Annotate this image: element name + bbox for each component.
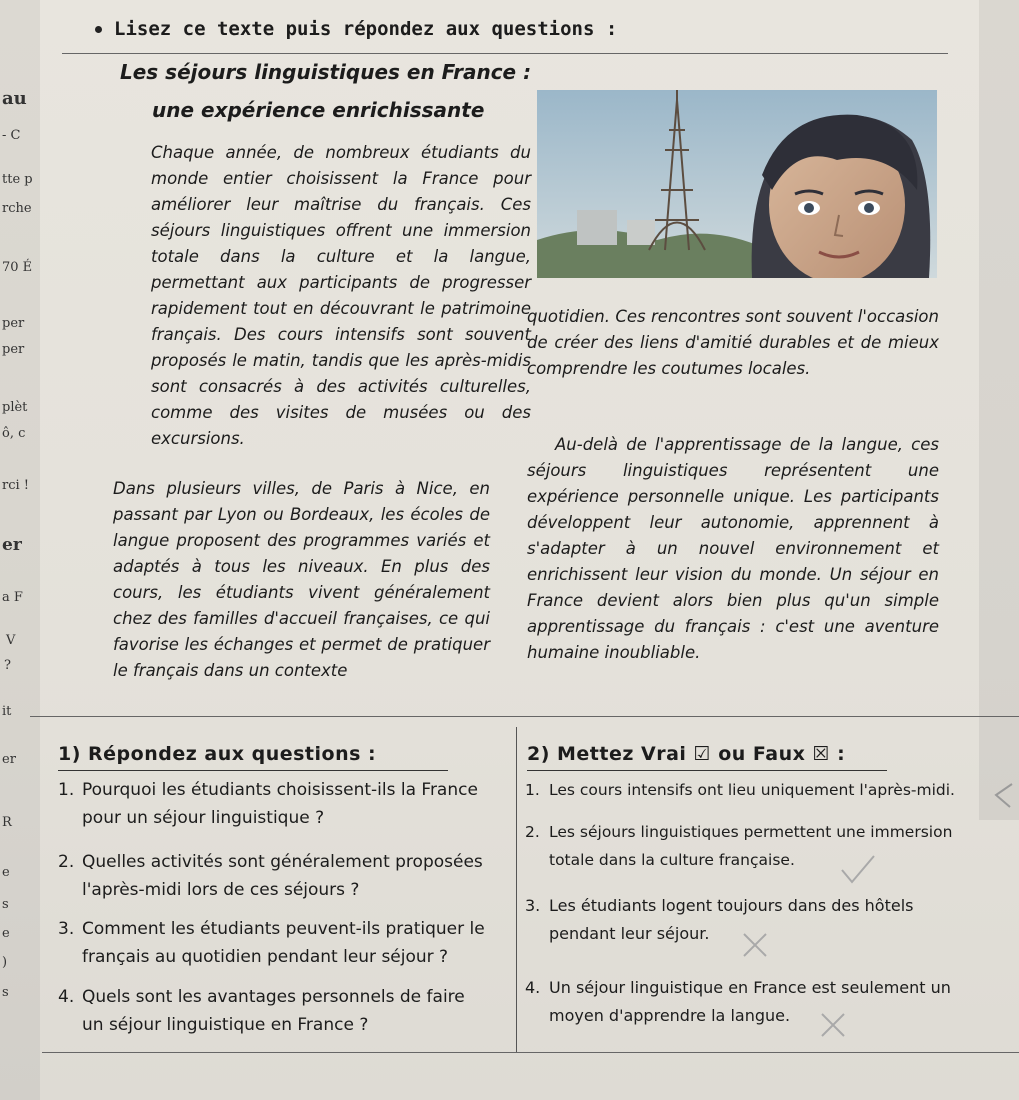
- article-subtitle: une expérience enrichissante: [152, 98, 485, 122]
- article-paragraph-1: Chaque année, de nombreux étudiants du monde entier choisissent la France pour améliorer leur maîtrise du français. Ces séjours linguistiques offrent une immersion totale dans la culture et la langue, permettant aux participants de progresser rapidement tout en découvrant le patrimoine français. Des cours intensifs sont souvent proposés le matin, tandis que les après-midis sont consacrés à des activités culturelles, comme des visites de musées ou des excursions.: [151, 143, 531, 448]
- cross-mark: [818, 1010, 848, 1040]
- margin-fragment: ?: [4, 658, 11, 673]
- right-page-edge: [979, 0, 1019, 820]
- article-paragraph-2: Dans plusieurs villes, de Paris à Nice, en passant par Lyon ou Bordeaux, les écoles de langue proposent des programmes variés et adaptés à tous les niveaux. En plus des cours, les étudiants vivent généralement chez des familles d'accueil françaises, ce qui favorise les échanges et permet de pratiquer le français dans un contexte: [113, 479, 490, 680]
- instruction-underline: [62, 53, 948, 54]
- margin-fragment: - C: [2, 128, 21, 143]
- article-paragraph-4: Au-delà de l'apprentissage de la langue, ces séjours linguistiques représentent une expérience personnelle unique. Les participants développent leur autonomie, apprennent à s'adapter à un nouvel environnement et enrichissent leur vision du monde. Un séjour en France devient alors bien plus qu'un simple apprentissage du français : c'est une aventure humaine inoubliable.: [527, 435, 939, 662]
- article-paragraph-3: quotidien. Ces rencontres sont souvent l'occasion de créer des liens d'amitié durables et de mieux comprendre les coutumes locales.: [527, 307, 939, 378]
- section-divider-bottom: [42, 1052, 1019, 1053]
- margin-fragment: it: [2, 704, 12, 719]
- margin-fragment: tte p: [2, 172, 33, 187]
- statement-1: 1. Les cours intensifs ont lieu uniquement l'après-midi.: [525, 781, 955, 799]
- margin-fragment: per: [2, 316, 25, 331]
- true-false-heading: 2) Mettez Vrai ☑ ou Faux ☒ :: [527, 743, 846, 765]
- margin-fragment: er: [2, 752, 16, 767]
- true-false-heading-underline: [527, 770, 887, 771]
- eiffel-tower-illustration: [537, 90, 937, 278]
- statement-2: 2. Les séjours linguistiques permettent une immersion totale dans la culture française.: [525, 823, 953, 869]
- margin-fragment: plèt: [2, 400, 28, 415]
- cross-mark: [740, 930, 770, 960]
- margin-fragment: er: [2, 535, 22, 555]
- statement-3: 3. Les étudiants logent toujours dans des hôtels pendant leur séjour.: [525, 896, 914, 943]
- questions-heading: 1) Répondez aux questions :: [58, 743, 377, 765]
- pencil-bracket-mark: [990, 780, 1016, 810]
- margin-fragment: 70 É: [2, 260, 33, 275]
- margin-fragment: au: [2, 88, 27, 109]
- questions-heading-underline: [58, 770, 448, 771]
- margin-fragment: rci !: [2, 478, 30, 493]
- margin-fragment: a F: [2, 590, 23, 605]
- column-divider: [516, 727, 517, 1053]
- illustration-graphic: [537, 90, 937, 278]
- margin-fragment: V: [6, 633, 16, 648]
- article-title: Les séjours linguistiques en France :: [120, 60, 532, 84]
- margin-fragment: e: [2, 865, 10, 880]
- margin-fragment: s: [2, 985, 9, 1000]
- margin-fragment: rche: [2, 201, 32, 216]
- margin-fragment: ): [2, 955, 8, 970]
- question-3: 3. Comment les étudiants peuvent-ils pratiquer le français au quotidien pendant leur séjour ?: [58, 919, 485, 967]
- margin-fragment: ô, c: [2, 426, 26, 441]
- margin-fragment: s: [2, 897, 9, 912]
- margin-fragment: per: [2, 342, 25, 357]
- question-2: 2. Quelles activités sont généralement proposées l'après-midi lors de ces séjours ?: [58, 852, 483, 900]
- instruction-text: Lisez ce texte puis répondez aux questions :: [114, 18, 618, 40]
- margin-fragment: R: [2, 815, 12, 830]
- question-4: 4. Quels sont les avantages personnels de faire un séjour linguistique en France ?: [58, 987, 465, 1035]
- instruction-line: [95, 18, 617, 40]
- margin-fragment: e: [2, 926, 10, 941]
- bullet-icon: [95, 26, 102, 33]
- question-1: 1. Pourquoi les étudiants choisissent-ils la France pour un séjour linguistique ?: [58, 780, 478, 828]
- section-divider-top: [30, 716, 1019, 717]
- checkmark-mark: [838, 852, 878, 886]
- statement-4: 4. Un séjour linguistique en France est seulement un moyen d'apprendre la langue.: [525, 978, 951, 1025]
